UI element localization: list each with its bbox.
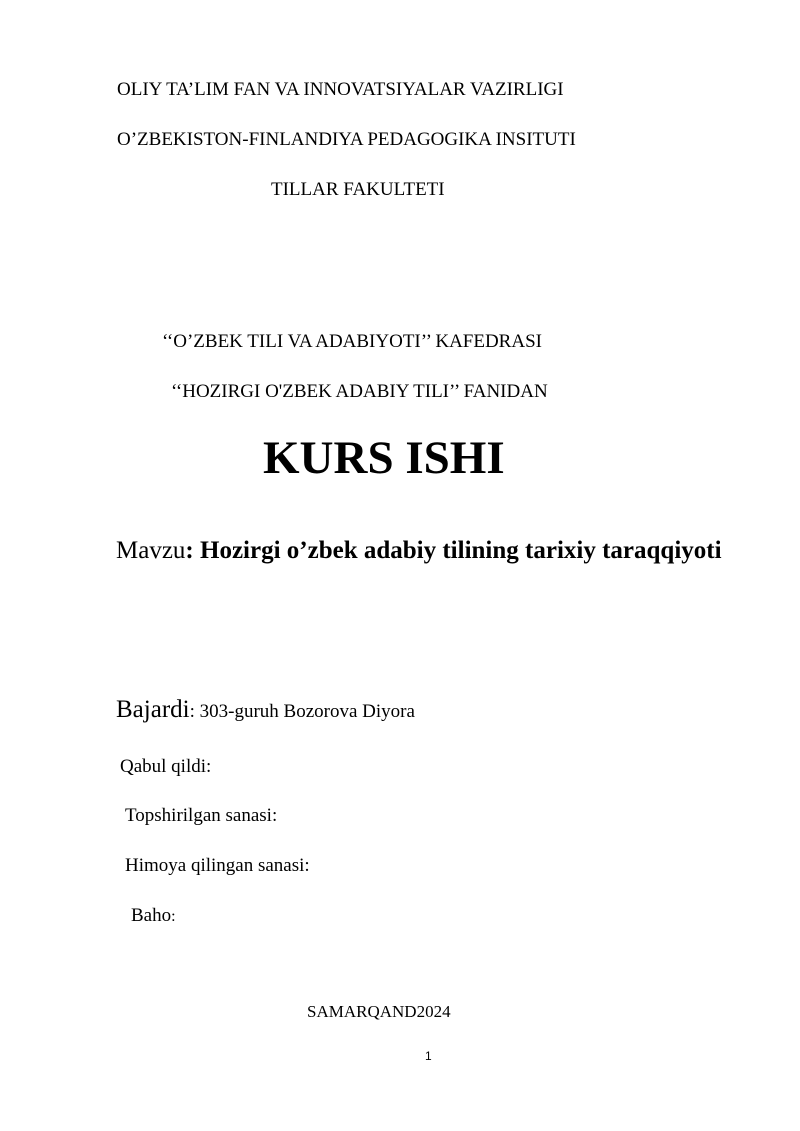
subject-name: ‘‘HOZIRGI O'ZBEK ADABIY TILI’’ FANIDAN [171, 381, 548, 402]
city-year: SAMARQAND2024 [307, 1002, 451, 1021]
grade-row [131, 906, 176, 925]
ministry-name: OLIY TA’LIM FAN VA INNOVATSIYALAR VAZIRLIGI [117, 79, 564, 100]
performer-row [116, 697, 415, 722]
accepted-by-label: Qabul qildi: [120, 756, 212, 777]
document-title: KURS ISHI [263, 432, 505, 484]
topic-separator: : [185, 537, 200, 564]
performer-label: Bajardi [116, 696, 190, 723]
topic-block [116, 527, 742, 575]
grade-colon: : [171, 908, 176, 925]
submission-date-label: Topshirilgan sanasi: [125, 805, 278, 826]
faculty-name: TILLAR FAKULTETI [271, 179, 445, 200]
department-name: ‘‘O’ZBEK TILI VA ADABIYOTI’’ KAFEDRASI [162, 331, 542, 352]
page-number: 1 [425, 1049, 432, 1063]
performer-value: 303-guruh Bozorova Diyora [199, 701, 415, 722]
topic-value: Hozirgi o’zbek adabiy tilining tarixiy taraqqiyoti [200, 537, 722, 564]
defense-date-label: Himoya qilingan sanasi: [125, 855, 310, 876]
performer-separator: : [189, 701, 200, 722]
grade-label: Baho [131, 905, 172, 926]
topic-label: Mavzu [116, 537, 186, 564]
institute-name: O’ZBEKISTON-FINLANDIYA PEDAGOGIKA INSITUTI [117, 129, 576, 150]
